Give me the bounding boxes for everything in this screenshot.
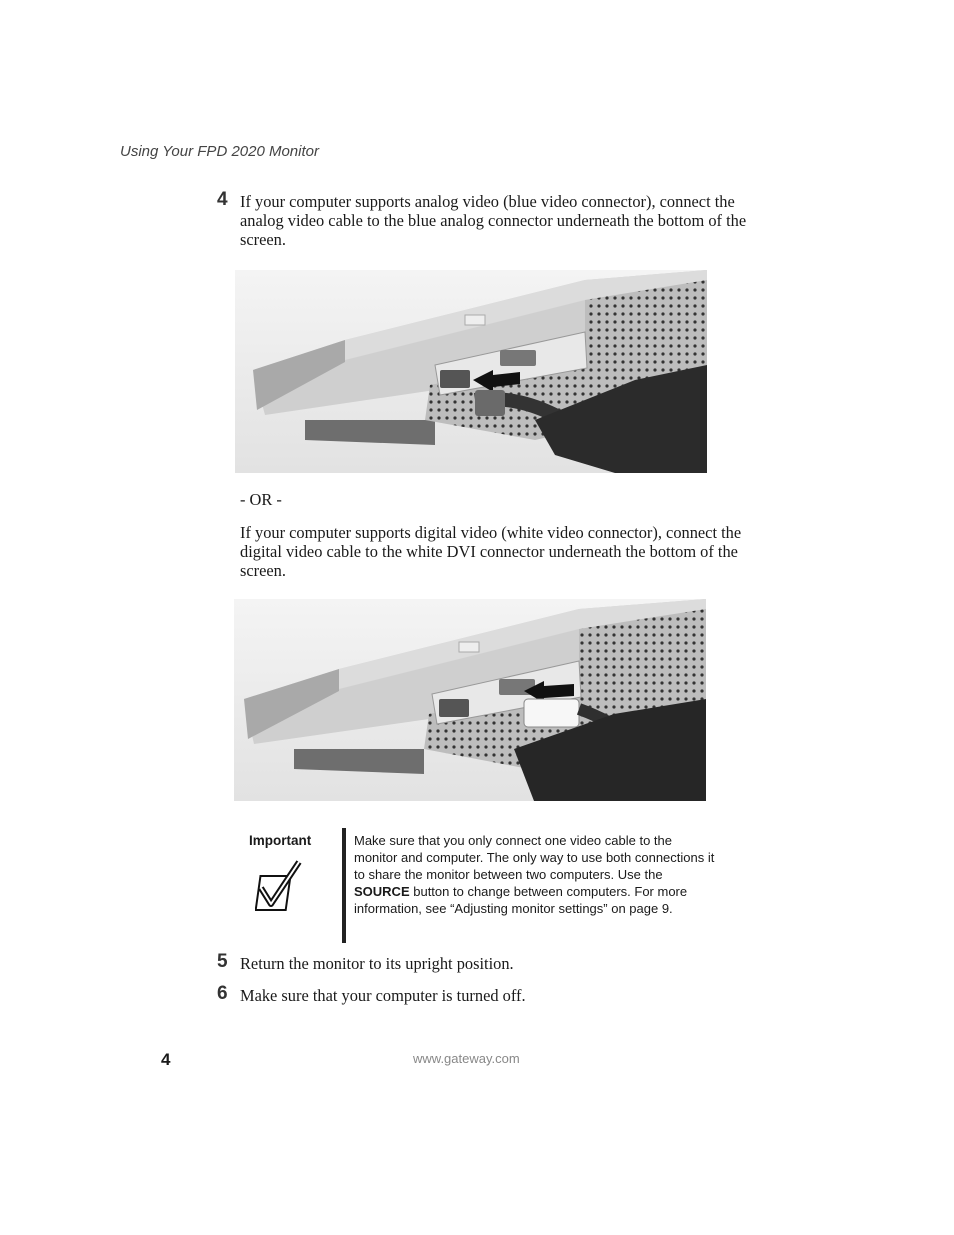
step-text: Return the monitor to its upright position. (240, 954, 514, 973)
step-number: 4 (217, 189, 228, 210)
step-text: Make sure that your computer is turned off. (240, 986, 526, 1005)
source-button-label: SOURCE (354, 884, 410, 899)
or-separator: - OR - (240, 490, 282, 509)
step-number: 6 (217, 983, 228, 1004)
step-number: 5 (217, 951, 228, 972)
page-number: 4 (161, 1050, 171, 1069)
footer-url: www.gateway.com (413, 1051, 520, 1066)
checkmark-important-icon (255, 858, 305, 914)
step-text: If your computer supports analog video (blue video connector), connect the analog video cable to the blue analog connector underneath the bottom of the screen. (240, 192, 747, 249)
important-label: Important (249, 833, 312, 848)
important-divider (342, 828, 346, 943)
digital-video-paragraph: If your computer supports digital video (white video connector), connect the digital video cable to the white DVI connector underneath the bottom of the screen. (240, 523, 742, 580)
important-note-text: Make sure that you only connect one video cable to the monitor and computer. The only way to use both connections it to share the monitor between two computers. Use the SOURCE button to change between computers. For more information, see “Adjusting monitor settings” on page 9. (354, 833, 715, 916)
analog-connection-photo (235, 270, 707, 473)
digital-connection-photo (234, 599, 706, 801)
running-header: Using Your FPD 2020 Monitor (120, 143, 319, 160)
